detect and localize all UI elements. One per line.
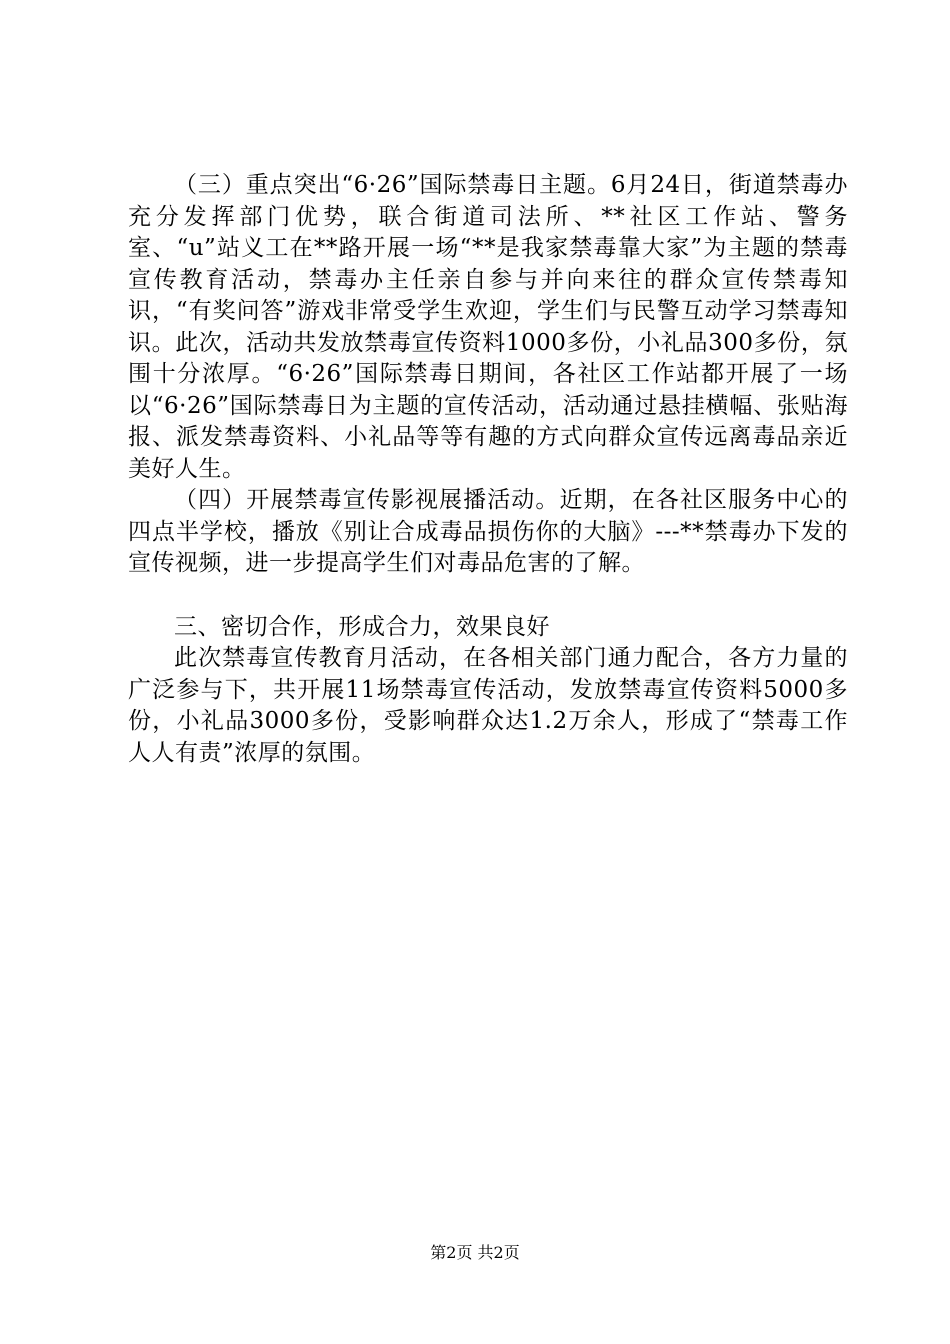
document-body [128, 170, 848, 769]
paragraph-theme-day: （三）重点突出“6·26”国际禁毒日主题。6月24日，街道禁毒办充分发挥部门优势，联合街道司法所、**社区工作站、警务室、“u”站义工在**路开展一场“**是我家禁毒靠大家”为主题的禁毒宣传教育活动，禁毒办主任亲自参与并向来往的群众宣传禁毒知识，“有奖问答”游戏非常受学生欢迎，学生们与民警互动学习禁毒知识。此次，活动共发放禁毒宣传资料1000多份，小礼品300多份，氛围十分浓厚。“6·26”国际禁毒日期间，各社区工作站都开展了一场以“6·26”国际禁毒日为主题的宣传活动，活动通过悬挂横幅、张贴海报、派发禁毒资料、小礼品等等有趣的方式向群众宣传远离毒品亲近美好人生。 [128, 172, 848, 482]
paragraph-video-screening: （四）开展禁毒宣传影视展播活动。近期，在各社区服务中心的四点半学校，播放《别让合成毒品损伤你的大脑》---**禁毒办下发的宣传视频，进一步提高学生们对毒品危害的了解。 [128, 487, 848, 576]
paragraph-spacer [128, 580, 848, 612]
page-footer: 第2页 共2页 [430, 1243, 520, 1262]
section-heading: 三、密切合作，形成合力，效果良好 [174, 613, 550, 640]
paragraph-summary: 此次禁毒宣传教育月活动，在各相关部门通力配合，各方力量的广泛参与下，共开展11场禁毒宣传活动，发放禁毒宣传资料5000多份，小礼品3000多份，受影响群众达1.2万余人，形成了“禁毒工作人人有责”浓厚的氛围。 [128, 645, 848, 766]
